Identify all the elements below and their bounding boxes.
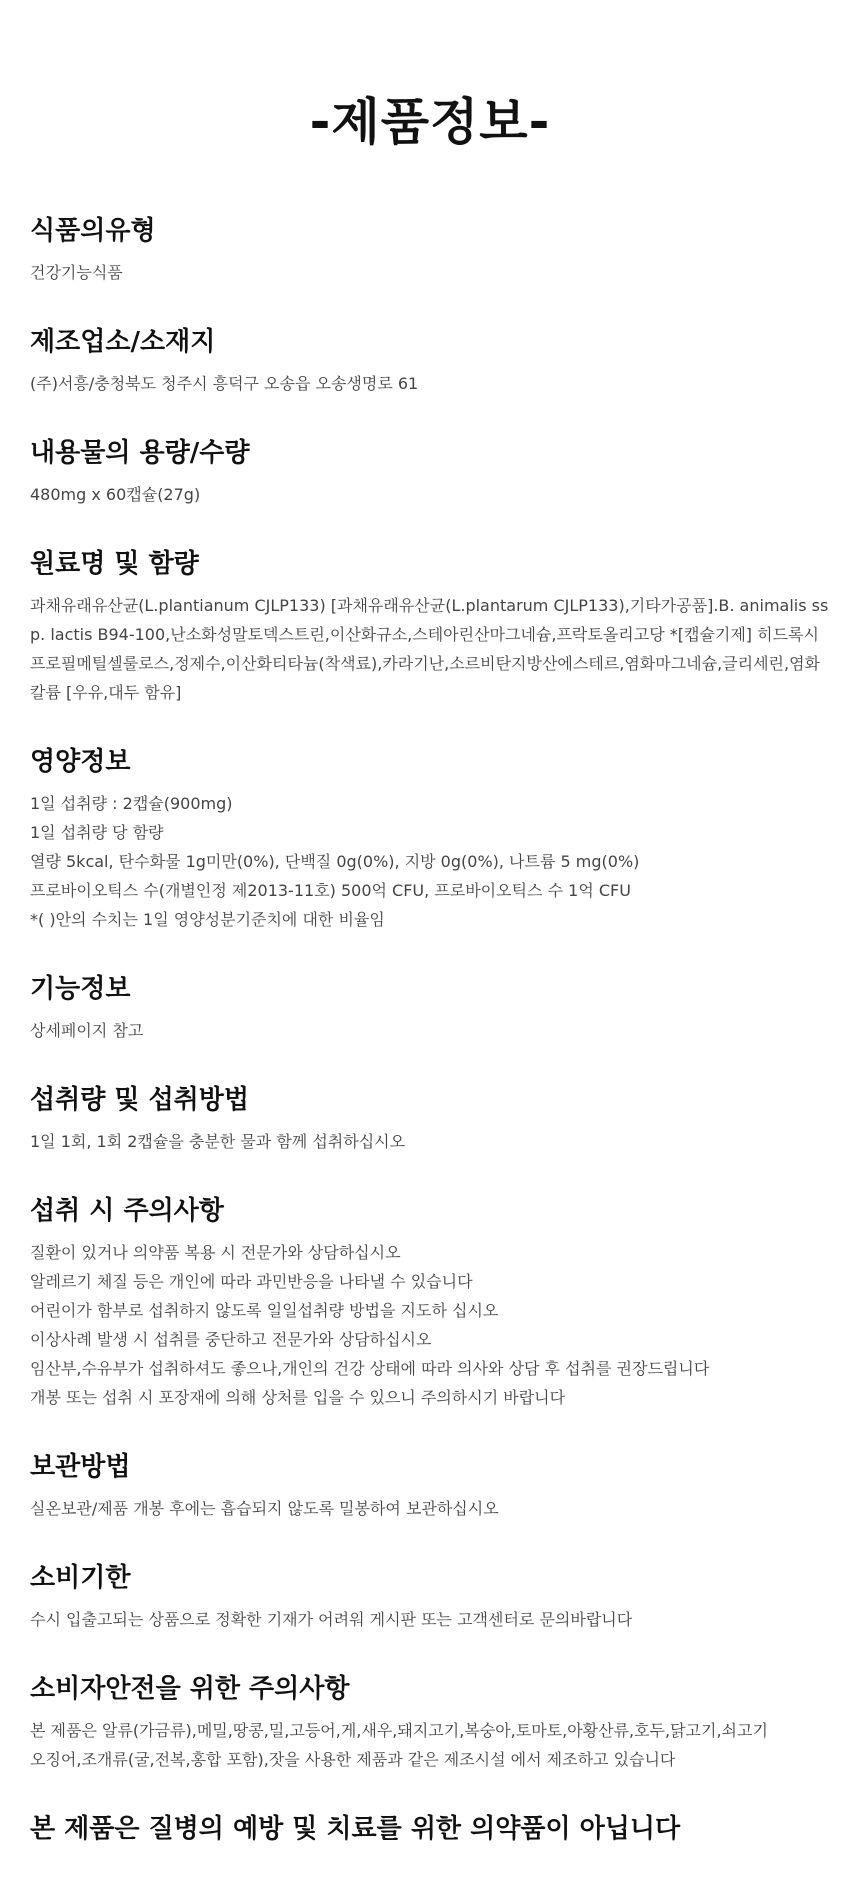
section-heading: 소비기한 [30, 1563, 131, 1593]
section-text: 480mg x 60캡슐(27g) [30, 485, 201, 504]
section-heading: 보관방법 [30, 1452, 131, 1482]
section-text: 1일 1회, 1회 2캡슐을 충분한 물과 함께 섭취하십시오 [30, 1132, 406, 1151]
section-text: 이상사례 발생 시 섭취를 중단하고 전문가와 상담하십시오 [30, 1330, 432, 1349]
section-heading: 제조업소/소재지 [30, 327, 216, 357]
section-heading: 섭취 시 주의사항 [30, 1196, 224, 1226]
section-heading: 섭취량 및 섭취방법 [30, 1085, 250, 1115]
section-heading: 영양정보 [30, 747, 131, 777]
section-text: 알레르기 체질 등은 개인에 따라 과민반응을 나타낼 수 있습니다 [30, 1272, 473, 1291]
section-text: 과채유래유산균(L.plantianum CJLP133) [과채유래유산균(L.plantarum CJLP133),기타가공품].B. animalis ssp. lactis B94-100,난소화성말토덱스트린,이산화규소,스테아린산마그네슘,프락토올리고당 *[캡슐기제] 히드록시프로필메틸셀룰로스,정제수,이산화티타늄(착색료),카라기난,소르비탄지방산에스테르,염화마그네슘,글리세린,염화칼륨 [우유,대두 함유] [30, 596, 829, 702]
section-text: 오징어,조개류(굴,전복,홍합 포함),잣을 사용한 제품과 같은 제조시설 에서 제조하고 있습니다 [30, 1750, 676, 1769]
section-intake-method [30, 1083, 830, 1156]
section-text: 1일 섭취량 : 2캡슐(900mg) [30, 794, 233, 813]
section-food-type [30, 214, 830, 287]
section-text: 건강기능식품 [30, 263, 123, 282]
section-function [30, 972, 830, 1045]
section-text: 열량 5kcal, 탄수화물 1g미만(0%), 단백질 0g(0%), 지방 0g(0%), 나트륨 5 mg(0%) [30, 852, 640, 871]
section-text: 본 제품은 알류(가금류),메밀,땅콩,밀,고등어,게,새우,돼지고기,복숭아,토마토,아황산류,호두,닭고기,쇠고기 [30, 1721, 768, 1740]
final-notice: 본 제품은 질병의 예방 및 치료를 위한 의약품이 아닙니다 [30, 1814, 681, 1844]
section-heading: 식품의유형 [30, 216, 156, 246]
section-consumer-safety [30, 1672, 830, 1774]
section-text: 수시 입출고되는 상품으로 정확한 기재가 어려워 게시판 또는 고객센터로 문의바랍니다 [30, 1610, 633, 1629]
section-text: 상세페이지 참고 [30, 1021, 144, 1040]
section-text: 질환이 있거나 의약품 복용 시 전문가와 상담하십시오 [30, 1243, 401, 1262]
section-text: 어린이가 함부로 섭취하지 않도록 일일섭취량 방법을 지도하 십시오 [30, 1301, 499, 1320]
section-ingredients [30, 547, 830, 707]
section-text: (주)서흥/충청북도 청주시 흥덕구 오송읍 오송생명로 61 [30, 374, 419, 393]
section-storage [30, 1450, 830, 1523]
info-sections [30, 214, 830, 1846]
section-text: 임산부,수유부가 섭취하셔도 좋으나,개인의 건강 상태에 따라 의사와 상담 후 섭취를 권장드립니다 [30, 1359, 710, 1378]
section-intake-cautions [30, 1194, 830, 1412]
section-expiry [30, 1561, 830, 1634]
section-heading: 내용물의 용량/수량 [30, 438, 250, 468]
section-nutrition [30, 745, 830, 934]
section-text: 개봉 또는 섭취 시 포장재에 의해 상처를 입을 수 있으니 주의하시기 바랍니다 [30, 1388, 566, 1407]
section-text: 실온보관/제품 개봉 후에는 흡습되지 않도록 밀봉하여 보관하십시오 [30, 1499, 499, 1518]
section-text: 프로바이오틱스 수(개별인정 제2013-11호) 500억 CFU, 프로바이오틱스 수 1억 CFU [30, 881, 631, 900]
page-title: -제품정보- [309, 93, 551, 151]
section-text: *( )안의 수치는 1일 영양성분기준치에 대한 비율임 [30, 910, 385, 929]
section-heading: 기능정보 [30, 974, 131, 1004]
section-heading: 소비자안전을 위한 주의사항 [30, 1674, 350, 1704]
section-manufacturer [30, 325, 830, 398]
section-text: 1일 섭취량 당 함량 [30, 823, 164, 842]
section-quantity [30, 436, 830, 509]
section-heading: 원료명 및 함량 [30, 549, 199, 579]
